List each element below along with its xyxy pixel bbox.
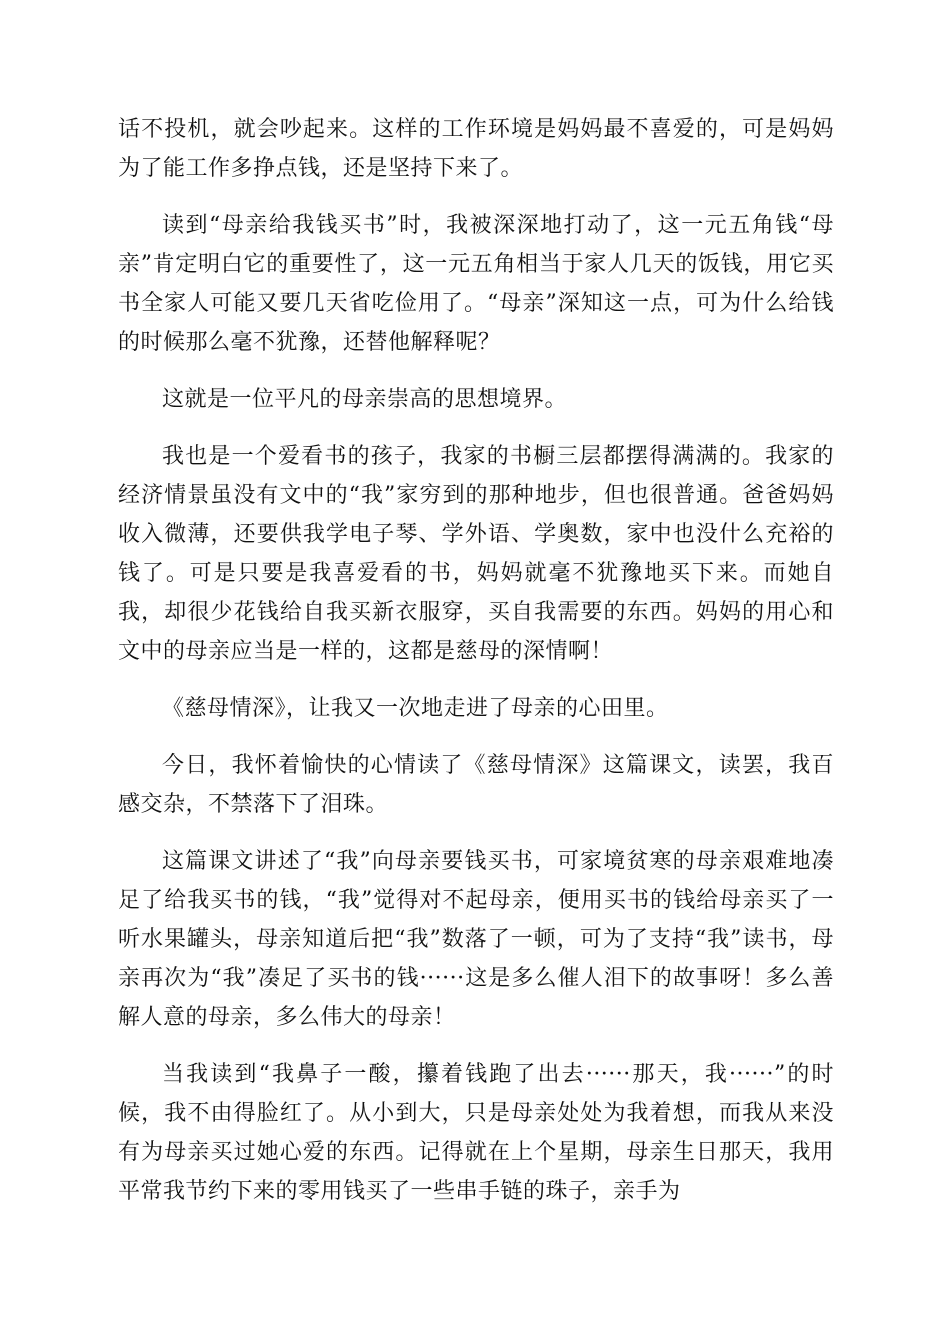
paragraph-7: 这篇课文讲述了“我”向母亲要钱买书，可家境贫寒的母亲艰难地凑足了给我买书的钱，“我”觉得对不起母亲，便用买书的钱给母亲买了一听水果罐头，母亲知道后把“我”数落了一顿，可为了支持“我”读书，母亲再次为“我”凑足了买书的钱······这是多么催人泪下的故事呀！多么善解人意的母亲，多么伟大的母亲！ bbox=[118, 849, 834, 1030]
paragraph-2: 读到“母亲给我钱买书”时，我被深深地打动了，这一元五角钱“母亲”肯定明白它的重要性了，这一元五角相当于家人几天的饭钱，用它买书全家人可能又要几天省吃俭用了。“母亲”深知这一点，可为什么给钱的时候那么毫不犹豫，还替他解释呢？ bbox=[118, 213, 834, 355]
paragraph-4: 我也是一个爱看书的孩子，我家的书橱三层都摆得满满的。我家的经济情景虽没有文中的“我”家穷到的那种地步，但也很普通。爸爸妈妈收入微薄，还要供我学电子琴、学外语、学奥数，家中也没什么充裕的钱了。可是只要是我喜爱看的书，妈妈就毫不犹豫地买下来。而她自我，却很少花钱给自我买新衣服穿，买自我需要的东西。妈妈的用心和文中的母亲应当是一样的，这都是慈母的深情啊！ bbox=[118, 444, 834, 664]
paragraph-5: 《慈母情深》，让我又一次地走进了母亲的心田里。 bbox=[162, 696, 669, 721]
essay-body bbox=[118, 110, 834, 1229]
paragraph-8: 当我读到“我鼻子一酸，攥着钱跑了出去······那天，我······”的时候，我不由得脸红了。从小到大，只是母亲处处为我着想，而我从来没有为母亲买过她心爱的东西。记得就在上个星期，母亲生日那天，我用平常我节约下来的零用钱买了一些串手链的珠子，亲手为 bbox=[118, 1062, 834, 1204]
paragraph-1: 话不投机，就会吵起来。这样的工作环境是妈妈最不喜爱的，可是妈妈为了能工作多挣点钱，还是坚持下来了。 bbox=[118, 117, 834, 181]
paragraph-3: 这就是一位平凡的母亲崇高的思想境界。 bbox=[162, 387, 568, 412]
paragraph-6: 今日，我怀着愉快的心情读了《慈母情深》这篇课文，读罢，我百感交杂，不禁落下了泪珠。 bbox=[118, 753, 834, 817]
